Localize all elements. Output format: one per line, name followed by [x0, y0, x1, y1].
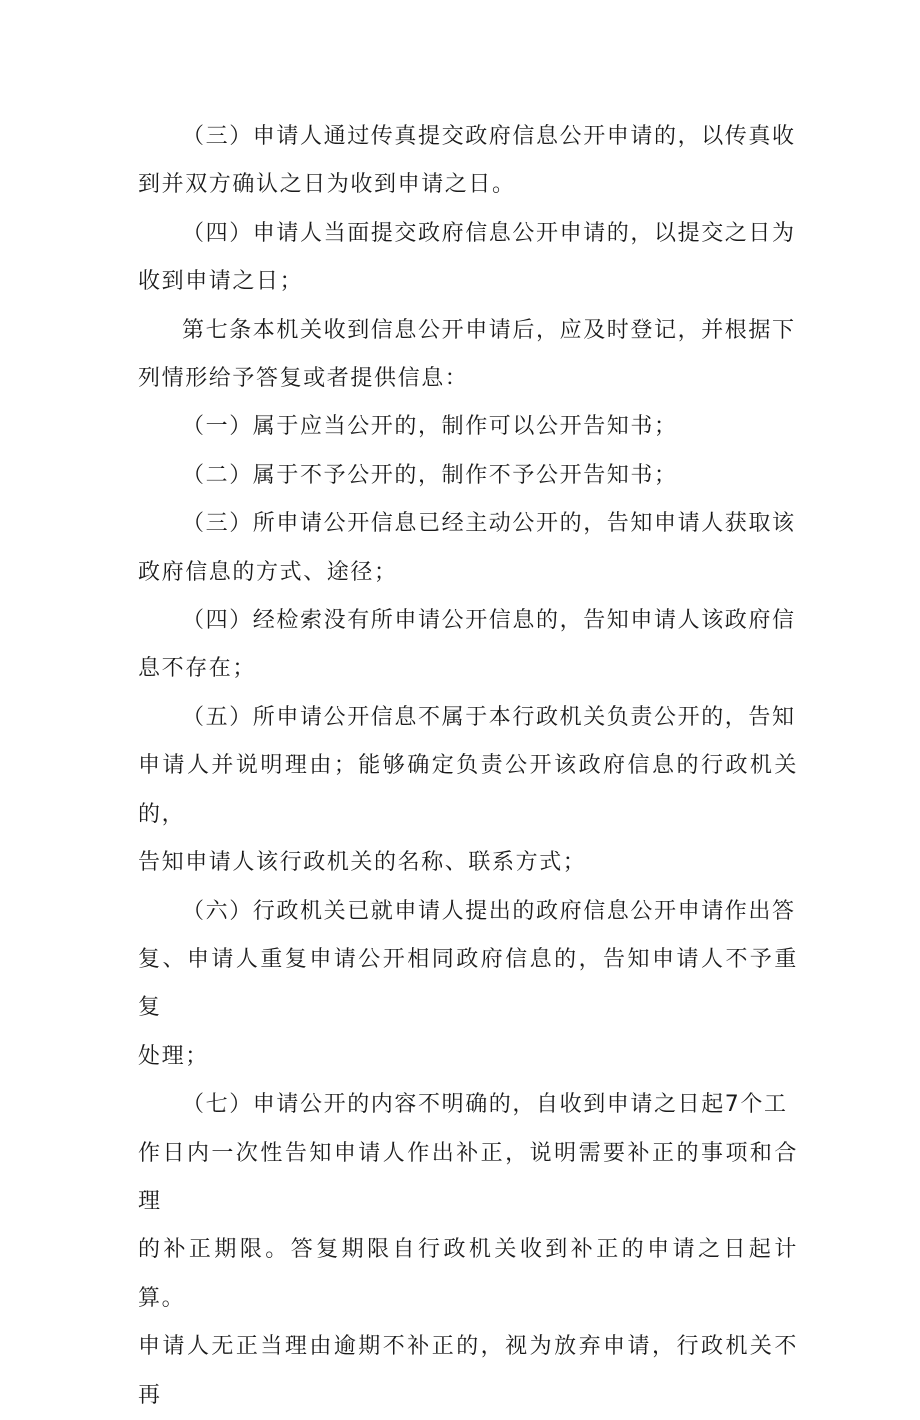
paragraph-item-two	[138, 452, 798, 500]
paragraph-line: 息不存在；	[138, 656, 257, 682]
paragraph-item-seven	[138, 1081, 798, 1420]
paragraph-line: 处理；	[138, 1043, 209, 1069]
paragraph-item-five	[138, 694, 798, 888]
paragraph-item-four	[138, 597, 798, 694]
paragraph-in-person-application	[138, 210, 798, 307]
paragraph-fax-application	[138, 113, 798, 210]
paragraph-line: 的补正期限。答复期限自行政机关收到补正的申请之日起计算。	[138, 1237, 798, 1311]
paragraph-item-one	[138, 403, 798, 451]
paragraph-line: （三）所申请公开信息已经主动公开的，告知申请人获取该	[182, 511, 796, 537]
paragraph-line: 申请人无正当理由逾期不补正的，视为放弃申请，行政机关不再	[138, 1334, 798, 1408]
paragraph-line: （三）申请人通过传真提交政府信息公开申请的，以传真收	[182, 124, 796, 149]
paragraph-line: （四）申请人当面提交政府信息公开申请的，以提交之日为	[182, 220, 796, 246]
paragraph-line: （五）所申请公开信息不属于本行政机关负责公开的，告知	[182, 704, 796, 730]
paragraph-line: （四）经检索没有所申请公开信息的，告知申请人该政府信	[182, 608, 796, 634]
paragraph-item-six	[138, 888, 798, 1082]
paragraph-line: 收到申请之日；	[138, 269, 304, 295]
paragraph-line: 列情形给予答复或者提供信息：	[138, 366, 469, 392]
paragraph-line: （六）行政机关已就申请人提出的政府信息公开申请作出答	[182, 898, 796, 924]
document-body	[138, 113, 798, 1420]
paragraph-line: （二）属于不予公开的，制作不予公开告知书；	[182, 462, 678, 488]
paragraph-item-three	[138, 500, 798, 597]
paragraph-line: （七）申请公开的内容不明确的，自收到申请之日起7个工	[182, 1092, 788, 1118]
paragraph-line: 复、申请人重复申请公开相同政府信息的，告知申请人不予重复	[138, 946, 798, 1021]
paragraph-line: 第七条本机关收到信息公开申请后，应及时登记，并根据下	[182, 317, 796, 343]
paragraph-line: 政府信息的方式、途径；	[138, 559, 398, 585]
paragraph-line: （一）属于应当公开的，制作可以公开告知书；	[182, 414, 678, 440]
paragraph-line: 申请人并说明理由；能够确定负责公开该政府信息的行政机关的，	[138, 753, 798, 827]
paragraph-line: 告知申请人该行政机关的名称、联系方式；	[138, 850, 587, 876]
paragraph-line: 到并双方确认之日为收到申请之日。	[138, 172, 516, 198]
paragraph-line: 作日内一次性告知申请人作出补正，说明需要补正的事项和合理	[138, 1140, 798, 1214]
paragraph-article-seven	[138, 307, 798, 404]
